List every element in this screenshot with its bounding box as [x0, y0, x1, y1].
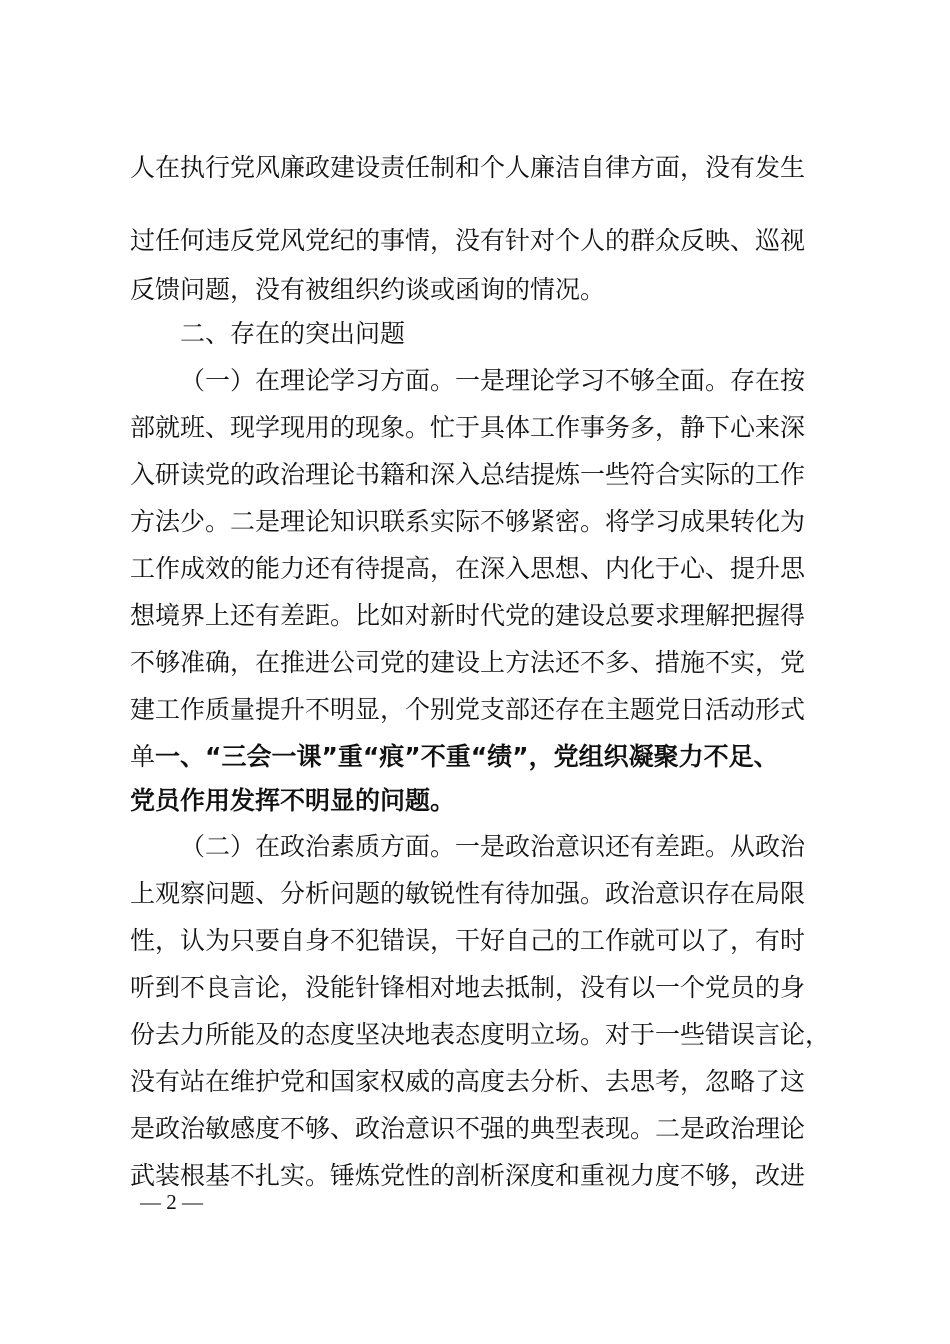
- paragraph-line: （一）在理论学习方面。一是理论学习不够全面。存在按: [180, 366, 806, 395]
- paragraph-line: 部就班、现学现用的现象。忙于具体工作事务多，静下心来深: [130, 413, 806, 442]
- paragraph-line-mixed: [130, 737, 850, 777]
- section-heading: 二、存在的突出问题: [180, 319, 406, 348]
- paragraph-line: 人在执行党风廉政建设责任制和个人廉洁自律方面，没有发生: [130, 153, 806, 182]
- paragraph-line: 想境界上还有差距。比如对新时代党的建设总要求理解把握得: [130, 601, 806, 630]
- bold-inserted-text: 一、“三会一课”重“痕”不重“绩”，党组织凝聚力不足、: [155, 742, 779, 771]
- paragraph-line: 过任何违反党风党纪的事情，没有针对个人的群众反映、巡视: [130, 226, 806, 255]
- paragraph-line: 入研读党的政治理论书籍和深入总结提炼一些符合实际的工作: [130, 460, 806, 489]
- paragraph-line: 份去力所能及的态度坚决地表态度明立场。对于一些错误言论，: [130, 1020, 830, 1049]
- paragraph-line: 方法少。二是理论知识联系实际不够紧密。将学习成果转化为: [130, 507, 806, 536]
- paragraph-line: 反馈问题，没有被组织约谈或函询的情况。: [130, 275, 606, 304]
- paragraph-line: 工作成效的能力还有待提高，在深入思想、内化于心、提升思: [130, 554, 806, 583]
- line-prefix: 单: [130, 742, 156, 771]
- page-number: — 2 —: [140, 1190, 203, 1214]
- paragraph-line: 不够准确，在推进公司党的建设上方法还不多、措施不实，党: [130, 648, 806, 677]
- paragraph-line: 没有站在维护党和国家权威的高度去分析、去思考，忽略了这: [130, 1067, 806, 1096]
- paragraph-line: 建工作质量提升不明显，个别党支部还存在主题党日活动形式: [130, 695, 806, 724]
- bold-inserted-text: 党员作用发挥不明显的问题。: [130, 786, 456, 815]
- paragraph-line: 听到不良言论，没能针锋相对地去抵制，没有以一个党员的身: [130, 973, 806, 1002]
- paragraph-line: 是政治敏感度不够、政治意识不强的典型表现。二是政治理论: [130, 1114, 806, 1143]
- paragraph-line: 性，认为只要自身不犯错误，干好自己的工作就可以了，有时: [130, 926, 806, 955]
- paragraph-line: （二）在政治素质方面。一是政治意识还有差距。从政治: [180, 832, 806, 861]
- paragraph-line: 武装根基不扎实。锤炼党性的剖析深度和重视力度不够，改进: [130, 1161, 806, 1190]
- paragraph-line: 上观察问题、分析问题的敏锐性有待加强。政治意识存在局限: [130, 879, 806, 908]
